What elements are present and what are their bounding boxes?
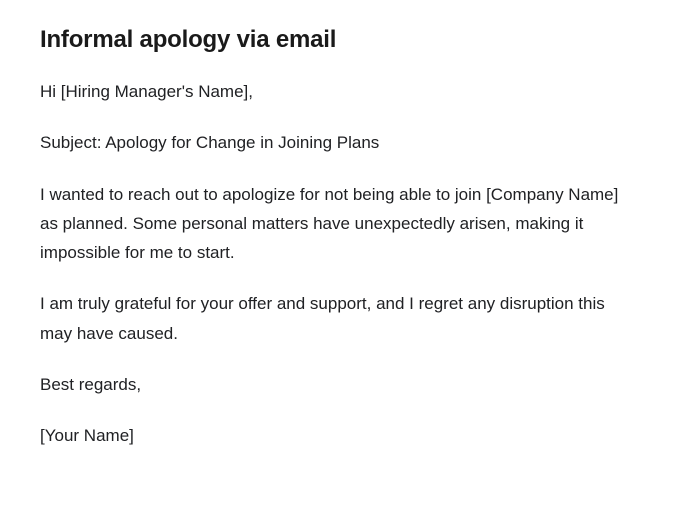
- page-title: Informal apology via email: [40, 26, 337, 53]
- subject-line-paragraph: Subject: Apology for Change in Joining Plans: [40, 133, 380, 153]
- salutation-paragraph: Hi [Hiring Manager's Name],: [40, 82, 253, 102]
- body-paragraph-1: I wanted to reach out to apologize for not being able to join [Company Name] as planned. Some personal matters have unexpectedly arisen, making it impossible for me to start.: [40, 184, 619, 263]
- signature-paragraph: [Your Name]: [40, 426, 134, 446]
- body-paragraph-2: I am truly grateful for your offer and support, and I regret any disruption this may have caused.: [40, 294, 605, 343]
- closing-paragraph: Best regards,: [40, 374, 142, 394]
